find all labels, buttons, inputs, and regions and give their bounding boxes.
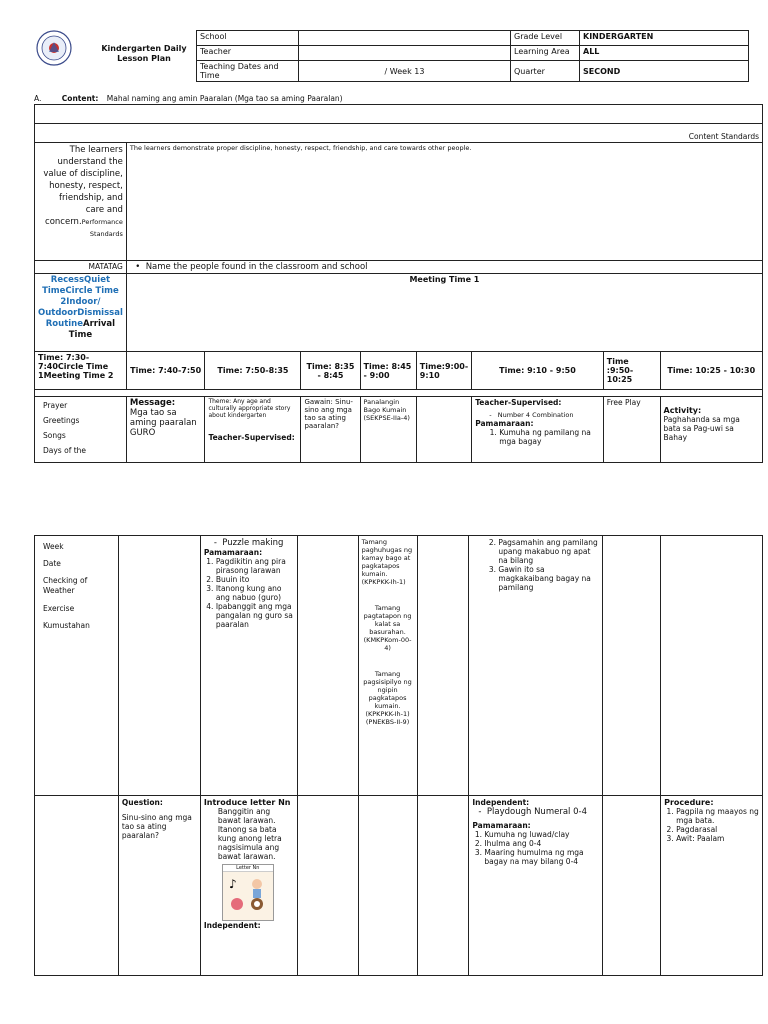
message-text: Mga tao sa aming paaralan GURO <box>129 408 197 438</box>
meeting-time-1: Meeting Time 1 <box>126 274 762 352</box>
time-col-1: Time: 7:30-7:40Circle Time 1Meeting Time 2 <box>35 352 127 390</box>
page2-routine-cell <box>35 536 119 796</box>
kumuha-step: 1. Kumuha ng pamilang na mga bagay <box>499 428 600 446</box>
independent-cell <box>469 796 603 976</box>
puzzle-cell <box>200 536 297 796</box>
grade-value: KINDERGARTEN <box>580 31 749 46</box>
play-step-1: 1. Kumuha ng luwad/clay <box>484 830 599 839</box>
puzzle-step-1: 1. Pagdikitin ang pira pirasong larawan <box>216 557 294 575</box>
puzzle-step-2: 2. Buuin ito <box>216 575 294 584</box>
routine-item-week: Week <box>43 542 64 551</box>
combine-step-3: 3. Gawin ito sa magkakaibang bagay na pamilang <box>498 565 599 592</box>
lesson-plan-title: Kindergarten Daily Lesson Plan <box>101 44 187 63</box>
routine-item-kumustahan: Kumustahan <box>43 621 90 630</box>
ts-label: Teacher-Supervised: <box>475 398 562 407</box>
time-col-6: Time:9:00-9:10 <box>416 352 471 390</box>
letter-nn-thumbnail-wrap <box>204 864 294 921</box>
independent-label-left: Independent: <box>203 921 261 930</box>
page2-empty-r2-1 <box>35 796 119 976</box>
learners-demonstrate: The learners demonstrate proper discipline, honesty, respect, friendship, and care towards other people. <box>126 143 762 261</box>
content-standards-label: Content Standards <box>35 124 763 143</box>
spacer-row <box>35 390 763 397</box>
number4-item: - Number 4 Combination <box>489 411 574 419</box>
time-col-9: Time: 10:25 - 10:30 <box>660 352 762 390</box>
theme-cell <box>205 397 301 463</box>
procedure-cell <box>661 796 763 976</box>
performance-standards-label: Performance Standards <box>81 218 123 238</box>
combine-step-2: 2. Pagsamahin ang pamilang upang makabuo ng apat na bilang <box>498 538 599 565</box>
time-col-7: Time: 9:10 - 9:50 <box>472 352 604 390</box>
name-people-text: Name the people found in the classroom and school <box>145 262 368 272</box>
quarter-label: Quarter <box>511 61 580 82</box>
activity-label: Activity: <box>663 406 702 415</box>
letter-nn-pictures-icon <box>223 872 273 918</box>
page2-empty-4 <box>297 536 358 796</box>
independent-label: Independent: <box>472 798 530 807</box>
routine-cell <box>35 274 127 352</box>
lesson-table-page2 <box>34 535 763 976</box>
routine-item-greetings: Greetings <box>43 416 80 425</box>
teacher-supervised-label: Teacher-Supervised: <box>208 433 295 442</box>
steps-cont-cell <box>469 536 603 796</box>
deped-seal-logo <box>36 30 72 66</box>
routine-item-days: Days of the <box>43 446 87 455</box>
tamang-cell <box>358 536 417 796</box>
introduce-label: Introduce letter Nn <box>203 798 291 807</box>
dates-label: Teaching Dates and Time <box>197 61 299 82</box>
time-col-8: Time :9:50-10:25 <box>603 352 660 390</box>
procedure-step-2: 2. Pagdarasal <box>676 825 759 834</box>
play-step-3: 3. Maaring humulma ng mga bagay na may bilang 0-4 <box>484 848 599 866</box>
tamang-pagsisipilyo: Tamang pagsisipilyo ng ngipin pagkatapos kumain. (KPKPKK-Ih-1) (PNEKBS-II-9) <box>363 670 412 726</box>
routine-item-songs: Songs <box>43 431 66 440</box>
puzzle-step-3: 3. Itanong kung ano ang nabuo (guro) <box>216 584 294 602</box>
routine-item-weather: Checking of Weather <box>43 576 88 595</box>
content-letter: A. <box>34 94 42 103</box>
page2-empty-r2-8 <box>603 796 661 976</box>
panalangin-cell: Panalangin Bago Kumain (SEKPSE-IIa-4) <box>360 397 416 463</box>
page2-empty-r2-5 <box>358 796 417 976</box>
question-cell <box>118 796 200 976</box>
school-label: School <box>197 31 299 46</box>
message-label: Message: <box>129 398 176 408</box>
thumb-title: Letter Nn <box>223 865 273 872</box>
procedure-label: Procedure: <box>664 798 714 807</box>
learners-understand <box>35 143 127 261</box>
school-value <box>299 31 511 46</box>
playdough-item: - Playdough Numeral 0-4 <box>478 807 587 817</box>
content-label: Content: <box>61 94 99 103</box>
theme-text: Theme: Any age and culturally appropriate story about kindergarten <box>208 398 291 419</box>
header-info-table <box>196 30 749 82</box>
activity-text: Paghahanda sa mga bata sa Pag-uwi sa Bahay <box>663 415 740 442</box>
week-value: / Week 13 <box>299 61 511 82</box>
message-cell <box>126 397 205 463</box>
free-play-cell: Free Play <box>603 397 660 463</box>
tamang-paghuhugas: Tamang paghuhugas ng kamay bago at pagkatapos kumain. (KPKPKK-Ih-1) <box>361 538 413 586</box>
teacher-value <box>299 46 511 61</box>
procedure-step-3: 3. Awit: Paalam <box>676 834 759 843</box>
page2-empty-9 <box>661 536 763 796</box>
page2-empty-6 <box>417 536 469 796</box>
page2-empty-r2-4 <box>297 796 358 976</box>
puzzle-item: - Puzzle making <box>213 538 284 548</box>
teacher-label: Teacher <box>197 46 299 61</box>
tamang-pagtatapon: Tamang pagtatapon ng kalat sa basurahan. (KMKPKom-00-4) <box>363 604 412 652</box>
lesson-table-page1 <box>34 104 763 463</box>
question-label: Question: <box>121 798 163 807</box>
routine-item-prayer: Prayer <box>43 401 68 410</box>
routine-blue-text: RecessQuiet TimeCircle Time 2Indoor/ OutdoorDismissal Routine <box>38 275 123 329</box>
activity-cell <box>660 397 762 463</box>
matatag-label: MATATAG <box>35 261 127 274</box>
blank-row <box>35 105 763 124</box>
quarter-value: SECOND <box>580 61 749 82</box>
page2-empty-2 <box>118 536 200 796</box>
puzzle-pamamaraan-label: Pamamaraan: <box>203 548 263 557</box>
learners-text: The learners understand the value of discipline, honesty, respect, friendship, and care and concern. <box>43 145 123 227</box>
procedure-step-1: 1. Pagpila ng maayos ng mga bata. <box>676 807 759 825</box>
introduce-text: Banggitin ang bawat larawan. Itanong sa bata kung anong letra nagsisimula ang bawat larawan. <box>217 807 282 861</box>
routine-item-date: Date <box>43 559 61 568</box>
area-label: Learning Area <box>511 46 580 61</box>
number4-text: Number 4 Combination <box>497 411 574 419</box>
play-step-2: 2. Ihulma ang 0-4 <box>484 839 599 848</box>
name-people-item: • Name the people found in the classroom and school <box>126 261 762 274</box>
page2-empty-r2-6 <box>417 796 469 976</box>
page2-empty-8 <box>603 536 661 796</box>
content-text: Mahal naming ang amin Paaralan (Mga tao sa aming Paaralan) <box>106 94 343 103</box>
area-value: ALL <box>580 46 749 61</box>
letter-nn-thumbnail <box>222 864 274 921</box>
puzzle-step-4: 4. Ipabanggit ang mga pangalan ng guro sa paaralan <box>216 602 294 629</box>
opening-routine-cell <box>35 397 127 463</box>
question-text: Sinu-sino ang mga tao sa ating paaralan? <box>121 813 192 840</box>
arrival-time-text: Arrival Time <box>68 319 116 340</box>
introduce-cell <box>200 796 297 976</box>
playdough-text: Playdough Numeral 0-4 <box>486 807 587 817</box>
teacher-supervised-cell <box>472 397 604 463</box>
time-col-5: Time: 8:45 - 9:00 <box>360 352 416 390</box>
time-col-4: Time: 8:35 - 8:45 <box>301 352 360 390</box>
puzzle-text: Puzzle making <box>222 538 284 548</box>
time-col-3: Time: 7:50-8:35 <box>205 352 301 390</box>
grade-label: Grade Level <box>511 31 580 46</box>
playdough-pamamaraan-label: Pamamaraan: <box>472 821 531 830</box>
pamamaraan-label: Pamamaraan: <box>475 419 534 428</box>
empty-cell-1 <box>416 397 471 463</box>
routine-item-exercise: Exercise <box>43 604 75 613</box>
time-col-2: Time: 7:40-7:50 <box>126 352 205 390</box>
content-line <box>34 94 343 103</box>
svg-text:♪: ♪ <box>228 877 237 891</box>
gawain-cell: Gawain: Sinu-sino ang mga tao sa ating paaralan? <box>301 397 360 463</box>
